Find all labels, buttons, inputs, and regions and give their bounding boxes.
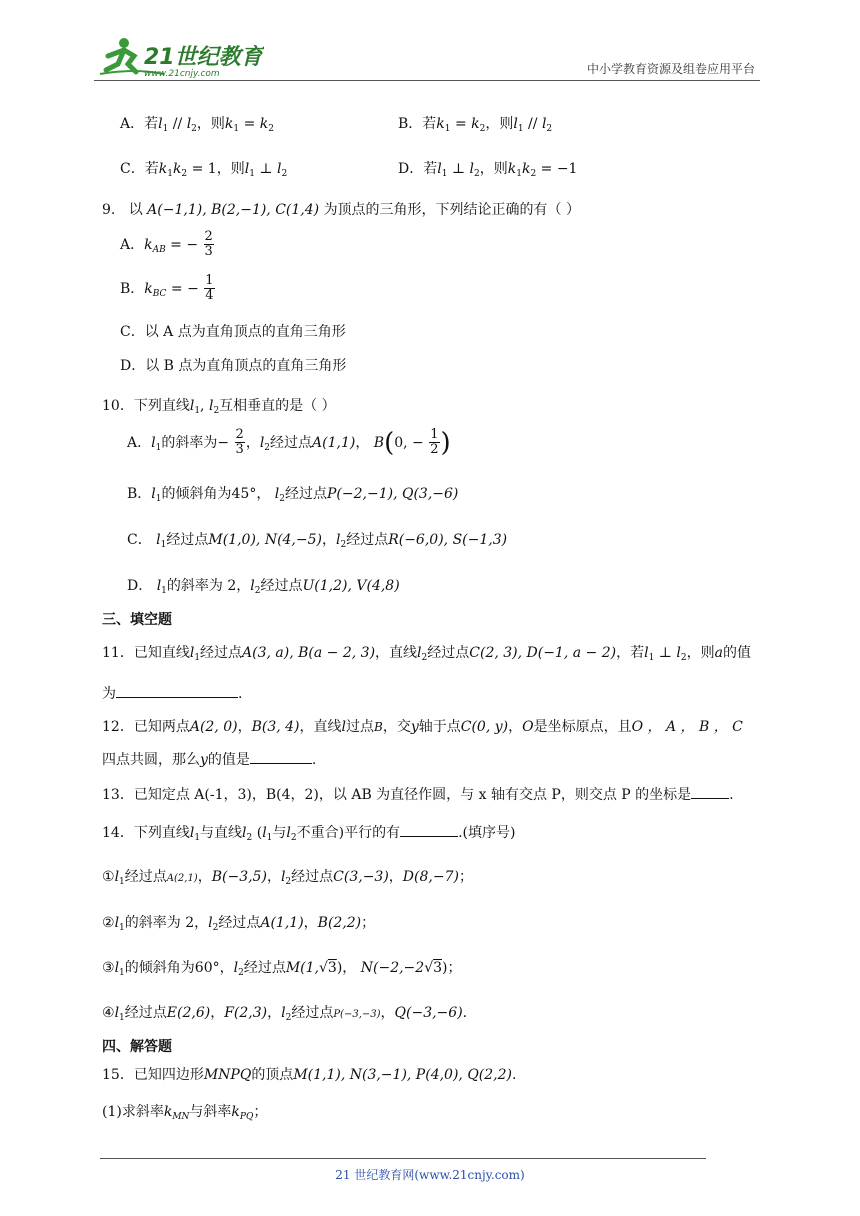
q8-option-a: A．若$l_1 // l_2$，则$k_1 = k_2$ [120, 116, 274, 134]
q10-option-c: C． $l_1$经过点M(1,0), N(4,−5)，$l_2$经过点R(−6,0), S(−1,3) [127, 532, 508, 550]
q11-answer-line: 为 . [102, 686, 243, 702]
q15-subquestion-1: (1)求斜率$k_{MN}$与斜率$k_{PQ}$； [102, 1104, 268, 1122]
logo-text: 21世纪教育 [144, 45, 263, 70]
q14-item-2: $②l_1$的斜率为 2，$l_2$经过点A(1,1)，B(2,2)； [102, 915, 376, 933]
q13-stem: 13．已知定点 A(-1，3)，B(4，2)，以 AB 为直径作圆，与 x 轴有交点 P，则交点 P 的坐标是 . [102, 787, 734, 803]
q14-stem: 14．下列直线$l_1$与直线$l_2$ ($l_1$与$l_2$不重合)平行的有 .(填序号) [102, 825, 516, 843]
section-heading-fill-in: 三、填空题 [102, 612, 172, 628]
q10-stem: 10．下列直线$l_1$, $l_2$互相垂直的是（ ） [102, 398, 336, 416]
q10-option-d: D． $l_1$的斜率为 2，$l_2$经过点U(1,2), V(4,8) [127, 578, 400, 596]
header-divider [94, 80, 760, 81]
q9-option-a: A．$k_{AB}$ = − $\frac{2}{3}$ [120, 229, 213, 260]
footer-text[interactable]: 21 世纪教育网(www.21cnjy.com) [335, 1168, 525, 1182]
q9-option-d: D．以 B 点为直角顶点的直角三角形 [120, 358, 347, 374]
q15-stem: 15．已知四边形MNPQ的顶点M(1,1), N(3,−1), P(4,0), Q(2,2). [102, 1067, 517, 1083]
q13-answer-blank[interactable] [691, 785, 729, 799]
q9-stem: 9. 以 A(−1,1), B(2,−1), C(1,4) 为顶点的三角形，下列结论正确的有（ ） [102, 202, 581, 218]
q12-stem: 12．已知两点A(2, 0)，B(3, 4)，直线l过点B，交y轴于点C(0, y)，O是坐标原点，且O ， A ， B ， C [102, 719, 743, 735]
q11-answer-blank[interactable] [116, 684, 238, 698]
logo-url: www.21cnjy.com [144, 69, 220, 79]
q10-option-b: B．$l_1$的倾斜角为45°， $l_2$经过点P(−2,−1), Q(3,−6) [127, 486, 459, 504]
q8-option-c: C．若$k_1k_2 = 1$，则$l_1$ ⊥ $l_2$ [120, 161, 288, 179]
q9-option-c: C．以 A 点为直角顶点的直角三角形 [120, 324, 346, 340]
q10-option-a: A．$l_1$的斜率为− $\frac{2}{3}$ ，$l_2$经过点A(1,1)， B(0, − $\frac{1}{2}$ ) [127, 427, 451, 458]
site-logo [94, 34, 264, 80]
q8-option-d: D．若$l_1$ ⊥ $l_2$，则$k_1k_2 = -1$ [398, 161, 578, 179]
q14-item-1: $①l_1$经过点A(2,1)，B(−3,5)，$l_2$经过点C(3,−3)，D(8,−7)； [102, 869, 473, 887]
q12-answer-blank[interactable] [250, 750, 312, 764]
q14-item-3: $③l_1$的倾斜角为60°，$l_2$经过点M(1,√3)， N(−2,−2√3)； [102, 960, 462, 978]
q14-item-4: $④l_1$经过点E(2,6)，F(2,3)，$l_2$经过点P(−3,−3)，Q(−3,−6). [102, 1005, 468, 1023]
q12-answer-line: 四点共圆，那么y的值是 . [102, 752, 317, 768]
q11-stem: 11．已知直线$l_1$经过点A(3, a), B(a − 2, 3)，直线$l_2$经过点C(2, 3), D(−1, a − 2)，若$l_1$ ⊥ $l_2$，则a的值 [102, 645, 751, 663]
footer-divider [100, 1158, 706, 1159]
q14-answer-blank[interactable] [400, 823, 458, 837]
q8-option-b: B．若$k_1 = k_2$，则$l_1 // l_2$ [398, 116, 553, 134]
section-heading-solutions: 四、解答题 [102, 1039, 172, 1055]
q9-option-b: B．$k_{BC}$ = − $\frac{1}{4}$ [120, 273, 214, 304]
runner-logo-icon [94, 34, 264, 80]
platform-name: 中小学教育资源及组卷应用平台 [586, 62, 755, 76]
